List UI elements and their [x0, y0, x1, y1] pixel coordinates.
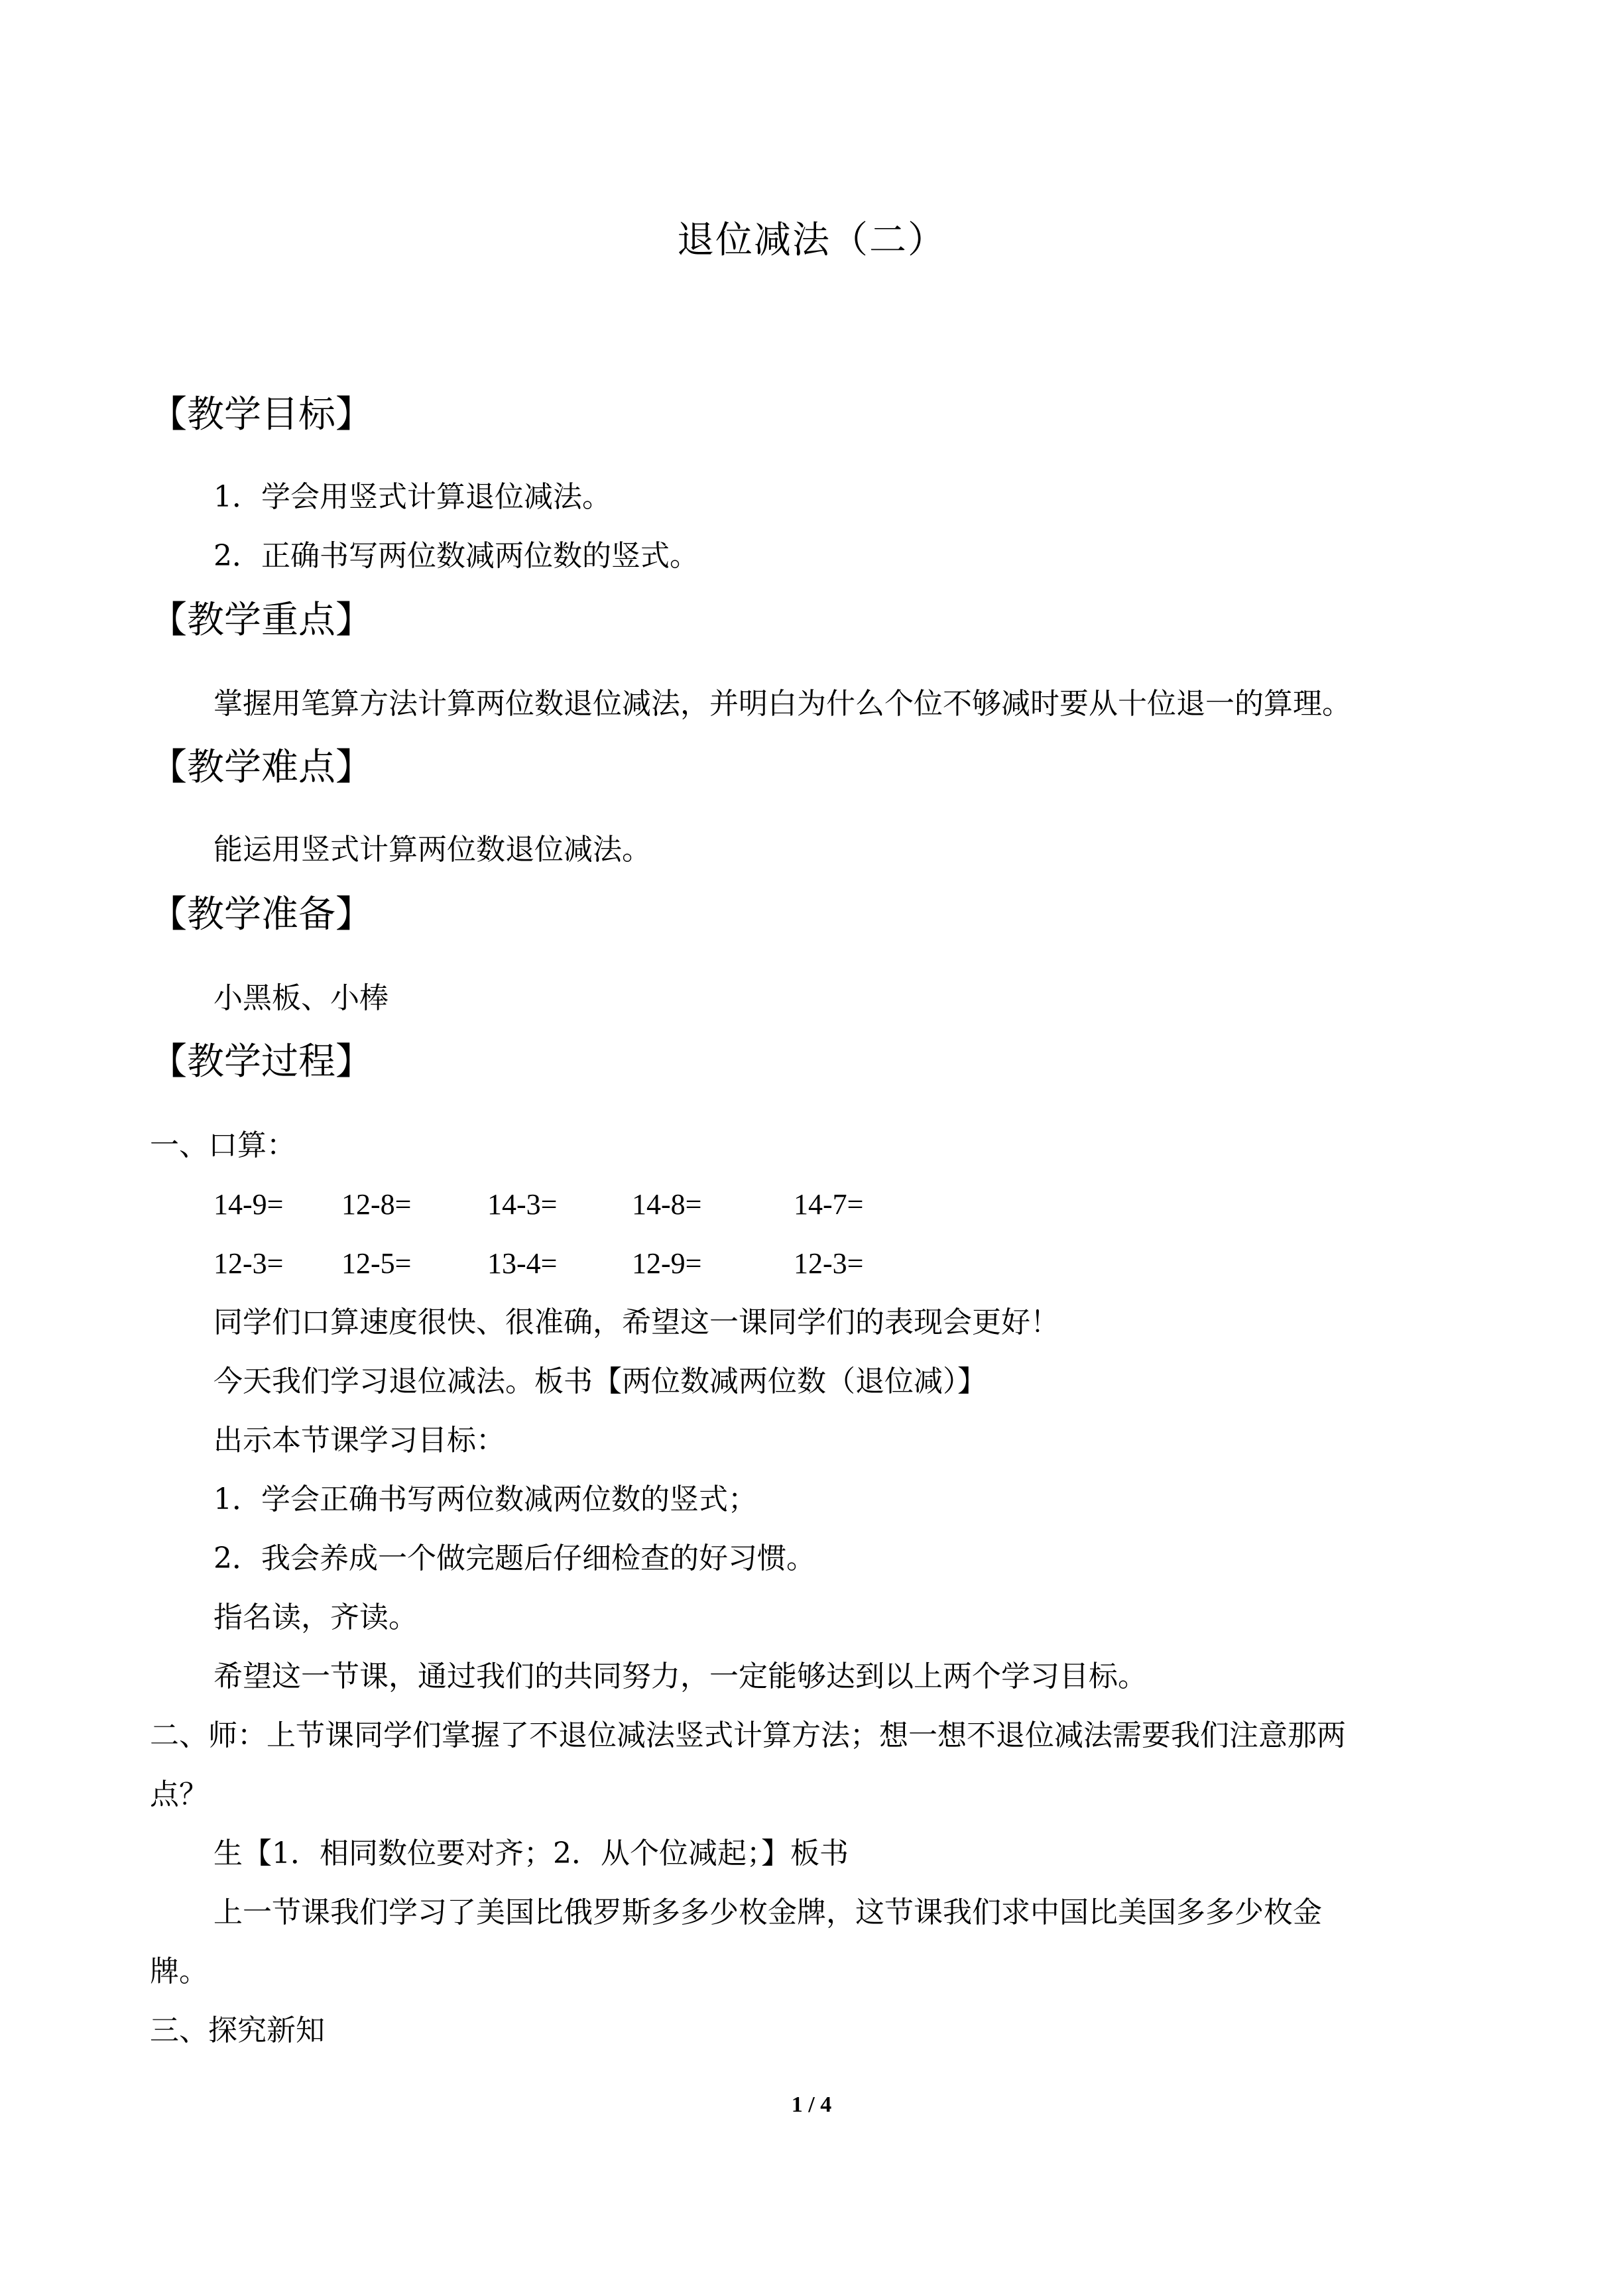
last-lesson-line-1: 上一节课我们学习了美国比俄罗斯多多少枚金牌，这节课我们求中国比美国多多少枚金: [213, 1896, 1322, 1929]
learn-goal-1: 1．学会正确书写两位数减两位数的竖式；: [213, 1482, 757, 1516]
oral-calc-item: 13-4=: [487, 1247, 558, 1280]
learn-goal-2: 2．我会养成一个做完题后仔细检查的好习惯。: [213, 1541, 815, 1575]
oral-calc-row-1: [0, 1183, 1623, 1226]
oral-calc-row-2: [0, 1242, 1623, 1285]
oral-calc-item: 12-9=: [632, 1247, 702, 1280]
hope-text: 希望这一节课，通过我们的共同努力，一定能够达到以上两个学习目标。: [213, 1660, 1147, 1693]
read-text: 指名读，齐读。: [213, 1601, 418, 1634]
heading-difficulties: 【教学难点】: [150, 746, 373, 789]
oral-calc-item: 12-3=: [213, 1247, 284, 1280]
oral-calc-item: 14-3=: [487, 1188, 558, 1221]
part2-line-2: 点？: [150, 1778, 208, 1811]
preparation-text: 小黑板、小棒: [213, 981, 389, 1015]
heading-key-points: 【教学重点】: [150, 599, 373, 642]
goal-item-1: 1．学会用竖式计算退位减法。: [213, 480, 611, 514]
oral-calc-item: 12-5=: [341, 1247, 412, 1280]
heading-process: 【教学过程】: [150, 1040, 373, 1083]
heading-preparation: 【教学准备】: [150, 893, 373, 936]
page-title: 退位减法（二）: [677, 219, 946, 262]
show-goals-text: 出示本节课学习目标：: [213, 1423, 505, 1457]
oral-calc-item: 14-9=: [213, 1188, 284, 1221]
part3-title: 三、探究新知: [150, 2014, 325, 2047]
last-lesson-line-2: 牌。: [150, 1955, 208, 1988]
page-number: 1 / 4: [791, 2092, 832, 2117]
heading-teaching-goals: 【教学目标】: [150, 393, 373, 436]
oral-calc-item: 14-8=: [632, 1188, 702, 1221]
today-text: 今天我们学习退位减法。板书【两位数减两位数（退位减）】: [213, 1364, 987, 1398]
oral-calc-item: 12-3=: [794, 1247, 864, 1280]
goal-item-2: 2．正确书写两位数减两位数的竖式。: [213, 539, 699, 573]
oral-calc-item: 14-7=: [794, 1188, 864, 1221]
part2-line-1: 二、师：上节课同学们掌握了不退位减法竖式计算方法；想一想不退位减法需要我们注意那两: [150, 1719, 1346, 1752]
difficulties-text: 能运用竖式计算两位数退位减法。: [213, 833, 651, 867]
key-points-text: 掌握用笔算方法计算两位数退位减法，并明白为什么个位不够减时要从十位退一的算理。: [213, 687, 1351, 721]
part1-title: 一、口算：: [150, 1128, 296, 1162]
student-answer: 生【1．相同数位要对齐；2．从个位减起；】板书: [213, 1837, 849, 1870]
oral-calc-item: 12-8=: [341, 1188, 412, 1221]
praise-text: 同学们口算速度很快、很准确，希望这一课同学们的表现会更好！: [213, 1305, 1059, 1339]
